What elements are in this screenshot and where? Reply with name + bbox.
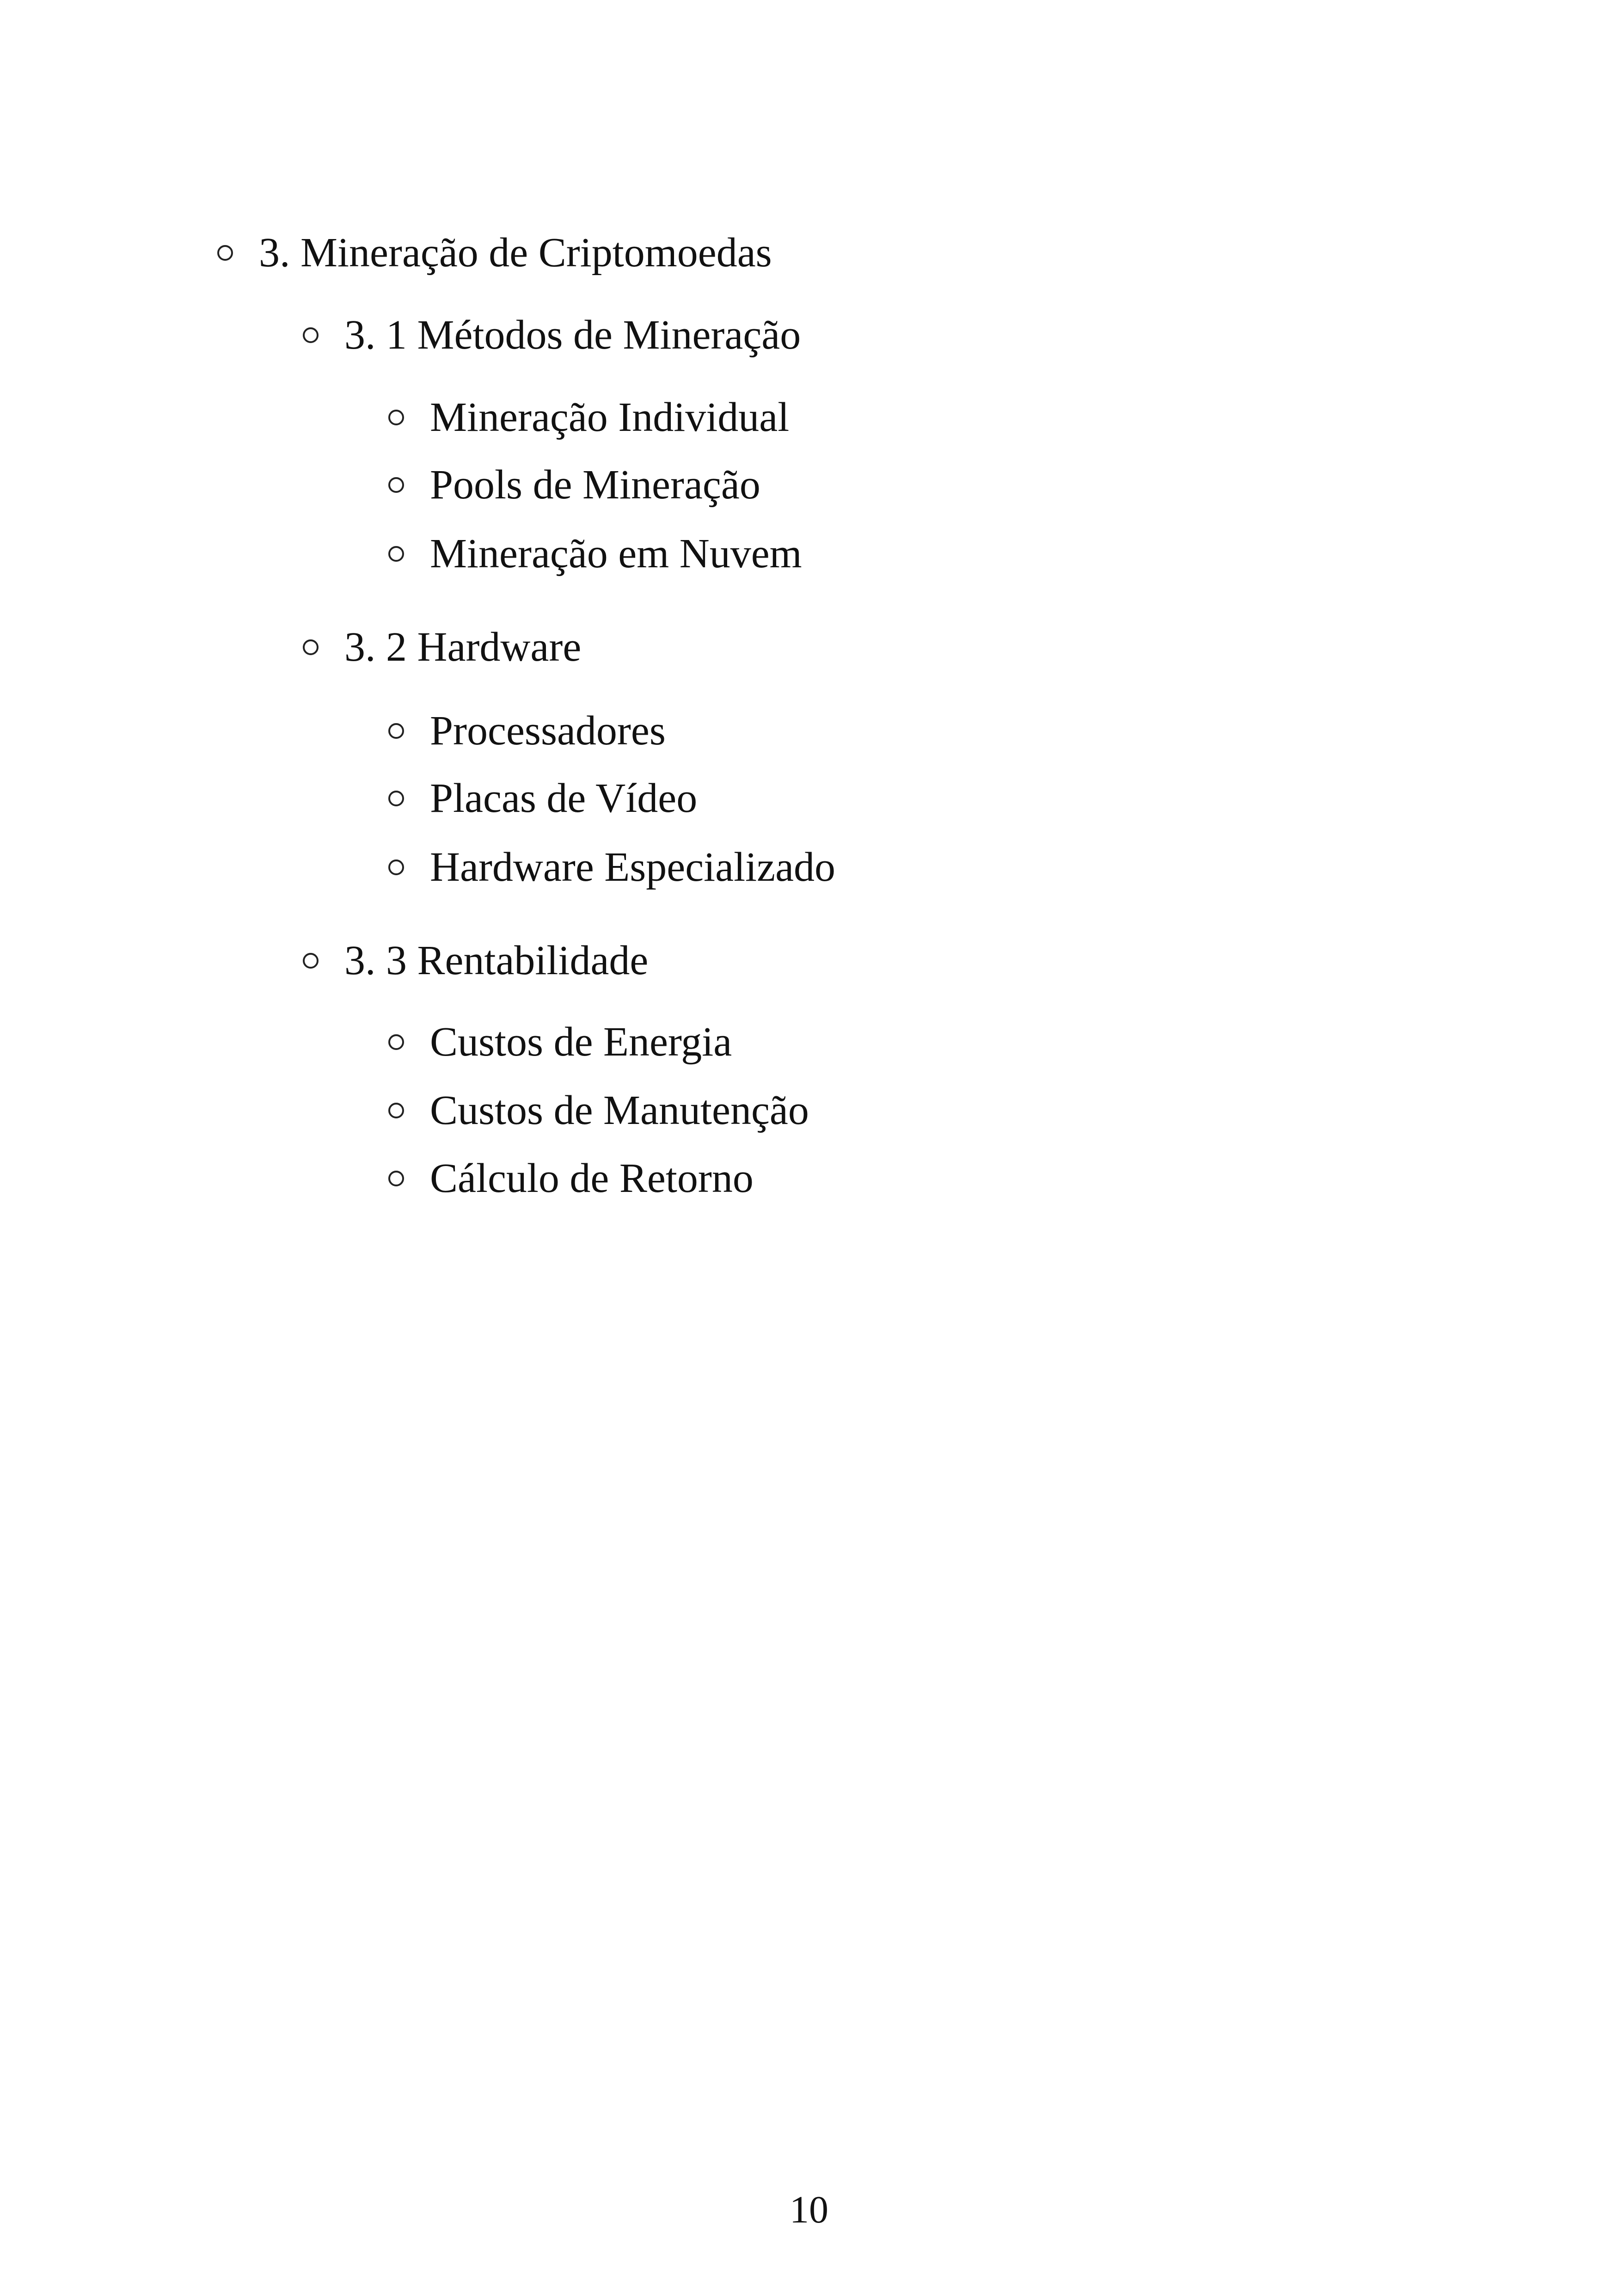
outline-item-label: Mineração em Nuvem [430, 531, 802, 577]
outline-subsection [303, 935, 648, 986]
outline-item-label: Placas de Vídeo [430, 775, 698, 821]
outline-item [388, 392, 789, 443]
subsection-title: 3. 2 Hardware [344, 624, 582, 670]
hollow-bullet-icon [303, 639, 319, 655]
hollow-bullet-icon [388, 859, 404, 875]
outline-section [217, 227, 772, 278]
hollow-bullet-icon [303, 327, 319, 343]
outline-item [388, 528, 802, 579]
outline-item [388, 460, 760, 510]
outline-subsection [303, 310, 801, 361]
outline-item [388, 1017, 732, 1068]
hollow-bullet-icon [388, 410, 404, 425]
section-title: 3. Mineração de Criptomoedas [259, 230, 772, 276]
hollow-bullet-icon [388, 1103, 404, 1118]
outline-item [388, 1153, 754, 1204]
hollow-bullet-icon [388, 1034, 404, 1050]
outline-item [388, 706, 666, 756]
outline-subsection [303, 622, 581, 673]
subsection-title: 3. 3 Rentabilidade [344, 938, 649, 983]
outline-item-label: Pools de Mineração [430, 462, 760, 508]
hollow-bullet-icon [388, 1171, 404, 1186]
page-number: 10 [790, 2188, 828, 2231]
hollow-bullet-icon [303, 953, 319, 969]
outline-item-label: Processadores [430, 708, 666, 754]
hollow-bullet-icon [388, 546, 404, 562]
hollow-bullet-icon [388, 477, 404, 493]
outline-item-label: Custos de Manutenção [430, 1087, 809, 1133]
hollow-bullet-icon [388, 791, 404, 806]
outline-item [388, 842, 835, 893]
hollow-bullet-icon [217, 245, 233, 261]
hollow-bullet-icon [388, 723, 404, 739]
outline-item [388, 773, 697, 824]
outline-item [388, 1085, 809, 1136]
outline-item-label: Mineração Individual [430, 394, 790, 440]
outline-item-label: Cálculo de Retorno [430, 1155, 754, 1201]
outline-item-label: Custos de Energia [430, 1019, 732, 1065]
outline-item-label: Hardware Especializado [430, 844, 836, 890]
subsection-title: 3. 1 Métodos de Mineração [344, 312, 801, 358]
